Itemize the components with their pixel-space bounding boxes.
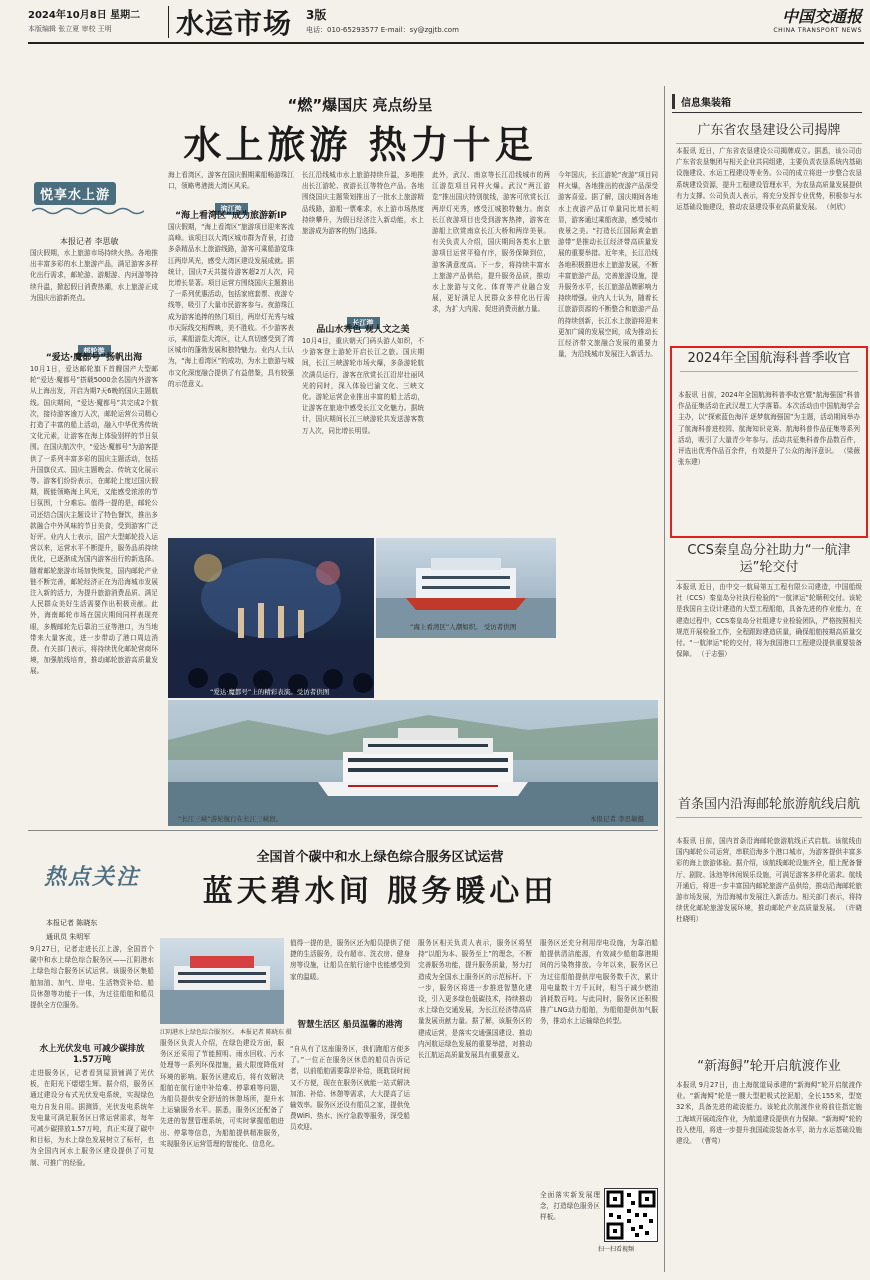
article-text: 服务区相关负责人表示，服务区将坚持“以船为本、服务至上”的理念，不断完善服务功能，提升服务质量，努力打造成为全国水上服务区的示范标杆。下一步，服务区将进一步推进智慧化建设，引入更多绿色低碳技术，持续推动水上绿色交通发展，为长江经济带高质量发展贡献力量。据了解，该服务区的建成运营，是落实交通强国建设、推动内河航运绿色发展的重要举措，对推动长江航运高质量发展具有重要意义。 <box>418 939 532 1060</box>
page-number: 3版 <box>306 8 327 22</box>
title-underline <box>676 817 862 818</box>
article-text: 国庆假期，“海上看湾区”旅游项目迎来客流高峰。该项目以大湾区城市群为背景，打造多条精品水上旅游线路，游客可乘船游览珠江两岸风光，感受大湾区建设发展成就。据统计，国庆7天共接待游客超2万人次，同比增长显著。项目运营方围绕国庆主题推出了一系列优惠活动，包括家庭套票、夜游专线等，吸引了大量市民游客参与。夜游珠江成为游客追捧的热门项目，两岸灯光秀与城市天际线交相辉映，美不胜收。不少游客表示，乘船游览大湾区，让人真切感受到了湾区城市的蓬勃发展和独特魅力。业内人士认为，“海上看湾区”的成功，为水上旅游与城市文化深度融合提供了有益借鉴，具有较强的示范意义。 <box>168 223 294 388</box>
page-info <box>306 6 459 35</box>
brief-title: 首条国内沿海邮轮旅游航线启航 <box>677 797 860 812</box>
qr-code[interactable] <box>604 1188 658 1242</box>
cruise-ship-illustration <box>168 700 658 826</box>
header-rule <box>28 42 864 44</box>
wave-icon <box>32 206 144 216</box>
title-underline <box>676 143 862 144</box>
brief-text: 本报讯 近日，广东省农垦建设公司揭牌成立。据悉，该公司由广东省农垦集团与相关企业共同组建，主要负责农垦系统内基础设施建设、水运工程建设等业务。公司的成立将进一步整合农垦系统建设资源，提升工程建设管理水平，为农垦高质量发展提供有力支撑。公司负责人表示，将充分发挥专业优势，积极参与水运基础设施建设，推动农垦建设事业高质量发展。 （何欣） <box>676 147 862 212</box>
article-text: 10月4日，重庆朝天门码头游人如织，不少游客登上游轮开启长江之旅。国庆期间，长江三峡游轮市场火爆，多条游轮航次满员运行，游客在欣赏长江沿岸壮丽风光的同时，深入体验巴渝文化、三峡文化。游轮运营企业推出丰富的船上活动，让游客在旅途中感受长江文化魅力。据统计，国庆期间长江三峡游轮共发送游客数万人次，同比增长明显。 <box>302 337 424 435</box>
article-text: 走进服务区，记者看到屋顶铺满了光伏板，在阳光下熠熠生辉。据介绍，服务区通过建设分布式光伏发电系统，实现绿色电力自发自用。据测算，光伏发电系统年发电量可满足服务区日常运营需求，每年可减少碳排放1.57万吨，真正实现了碳中和目标，为水上绿色发展树立了标杆，也为全国内河水上服务区建设提供了可复制、可推广的经验。 <box>30 1069 154 1167</box>
article-text: 此外，武汉、南京等长江沿线城市的两江游览项目同样火爆。武汉“两江游览”推出国庆特别航线，游客可欣赏长江两岸灯光秀，感受江城独特魅力。南京长江夜游项目也受到游客热捧，游客在游船上欣赏南京长江大桥和两岸美景。有关负责人介绍，国庆期间各类水上旅游项目运营平稳有序，服务保障到位，游客满意度高。下一步，将持续丰富水上旅游产品供给，提升服务品质，推动水上旅游与文化、体育等产业融合发展，更好满足人民群众多样化出行需求，为扩大内需、促进消费贡献力量。 <box>432 171 550 314</box>
photo-service-area <box>160 938 284 1024</box>
lower-byline: 通讯员 朱明军 <box>46 933 91 941</box>
photo-caption: “长江三峡”游轮航行在长江三峡段。 <box>178 815 283 823</box>
article-text: 10月1日，爱达邮轮旗下首艘国产大型邮轮“爱达·魔都号”搭载5000余名国内外游客从上海出发，开启为期7天6晚的国庆主题航线。国庆期间，“爱达·魔都号”共完成2个航次，接待游客逾万人次，邮轮运营公司精心打造了丰富的船上活动，融入中华优秀传统文化元素，让游客在海上体验别样的节日氛围。在国庆航次中，“爱达·魔都号”为游客提供了一系列丰富多彩的国庆主题活动，包括升国旗仪式、国庆主题晚会、传统文化展示等。游客们纷纷表示，在邮轮上度过国庆假期，既能领略海上风光，又能感受浓浓的节日氛围，十分难忘。值得一提的是，邮轮公司还结合国庆主题设计了特色餐饮，推出多款融合中外风味的节日美食，受到游客广泛好评。业内人士表示，国产大型邮轮投入运营以来，运营水平不断提升，服务品质持续优化，已逐渐成为国内游客出行的新选择。随着邮轮旅游市场加快恢复，国内邮轮产业链不断完善，邮轮经济正在为沿海城市发展注入新的活力，为提升旅游消费品质、满足人民群众美好生活需要作出积极贡献。此外，海南邮轮市场在国庆期间同样表现亮眼，多艘邮轮先后靠泊三亚等港口，为当地带来大量客流，进一步带动了港口周边消费。有关部门表示，将持续优化邮轮营商环境，加强航线培育，推动邮轮旅游高质量发展。 <box>30 365 158 676</box>
brief-text: 本报讯 日前，国内首条沿海邮轮旅游航线正式启航。该航线由国内邮轮公司运营，串联沿海多个港口城市，为游客提供丰富多彩的海上旅游体验。据介绍，该航线邮轮设施齐全，船上配备餐厅、剧院、泳池等休闲娱乐设施，可满足游客多样化需求。航线开通后，将进一步丰富国内邮轮旅游产品供给，推动沿海邮轮旅游市场发展，为沿海城市发展注入新活力。相关部门表示，将持续优化邮轮旅游发展环境，推动邮轮产业高质量发展。 （许晓 杜晓明） <box>676 837 862 924</box>
article-text: 9月27日，记者走进长江上游，全国首个碳中和水上绿色综合服务区——江阴港水上绿色综合服务区试运营。该服务区集船舶加油、加气、岸电、生活物资补给、船员休憩等功能于一体，为过往船舶和船员提供全方位服务。 <box>30 945 154 1010</box>
newspaper-logo <box>740 4 862 34</box>
article-subhead: 智慧生活区 船员温馨的港湾 <box>297 1020 403 1030</box>
title-underline <box>680 371 858 372</box>
lead-headline: 水上旅游 热力十足 <box>183 122 537 167</box>
info-column-header <box>672 94 862 113</box>
photo-yangtze-cruise <box>168 700 658 826</box>
tag-label: 长江游 <box>347 317 380 329</box>
qr-caption: 扫一扫看视频 <box>598 1246 635 1253</box>
brief-headline <box>676 122 862 148</box>
logo-text: 中国交通报 <box>781 7 862 26</box>
section-rule <box>28 830 658 831</box>
column-badge <box>32 176 144 220</box>
photo-caption: “海上看湾区”人潮如织。 受访者供图 <box>410 623 517 631</box>
lower-headline: 蓝天碧水间 服务暖心田 <box>202 874 558 909</box>
info-column-title: 信息集装箱 <box>672 94 862 109</box>
photo-credit: 本报记者 李思敏摄 <box>590 815 645 823</box>
article-text: 服务区负责人介绍，在绿色建设方面，服务区还采用了节能照明、雨水回收、污水处理等一系列环保措施，最大限度降低对环境的影响。服务区建成后，将有效解决船舶在航行途中补给难、停靠难等问题，为船员提供安全舒适的休憩场所，提升水上运输服务水平。据悉，服务区还配备了先进的智慧管理系统，可实时掌握船舶进出、停靠等信息，为船舶提供精准服务，实现服务区运营管理的智能化、信息化。 <box>160 1039 284 1148</box>
article-text: 值得一提的是，服务区还为船员提供了便捷的生活服务，设有超市、洗衣房、健身房等设施，让船员在航行途中也能感受到家的温暖。 <box>290 939 410 981</box>
masthead-left <box>28 6 168 34</box>
brief-title: “新海鲟”轮开启航渡作业 <box>697 1059 841 1074</box>
contact-info: 电话：010-65293577 E-mail：sy@zgjtb.com <box>306 26 459 34</box>
badge-label: 悦享水上游 <box>34 182 116 205</box>
article-text: 长江沿线城市水上旅游持续升温，多地推出长江游轮、夜游长江等特色产品。各地围绕国庆主题策划推出了一批水上旅游精品线路，游船一票难求，水上游市场热度持续攀升，为假日经济注入新动能，水上旅游成为游客的热门选择。 <box>302 171 424 236</box>
title-underline <box>676 580 862 581</box>
article-subhead: 品山水秀色 观人文之美 <box>316 325 410 335</box>
lead-kicker: “燃”爆国庆 亮点纷呈 <box>287 96 433 114</box>
service-area-illustration <box>160 938 284 1024</box>
brief-title: 广东省农垦建设公司揭牌 <box>697 123 841 138</box>
column-divider <box>664 86 665 1272</box>
article-text: 今年国庆，长江游轮“夜游”项目同样火爆，各地推出的夜游产品深受游客喜爱。据了解，国庆期间各地水上夜游产品订单量同比增长明显，游客通过乘船夜游，感受城市夜景之美。“打造长江国际黄金旅游带”是推动长江经济带高质量发展的重要举措。近年来，长江沿线各地积极推进水上旅游发展，不断丰富旅游产品，完善旅游设施，提升服务水平，长江旅游品牌影响力持续增强。业内人士认为，随着长江旅游资源的不断整合和旅游产品的持续创新，长江水上旅游将迎来更加广阔的发展空间，成为推动长江经济带文旅融合发展的重要力量，为沿线城市发展注入新活力。 <box>558 171 658 359</box>
article-text: “自从有了这座服务区，我们跑船方便多了。”一位正在服务区休息的船员告诉记者，以前船舶需要靠岸补给，既耽误时间又不方便，现在在服务区就能一站式解决加油、补给、休憩等需求，大大提高了运输效率。服务区还设有船员之家，提供免费WiFi、热水、医疗急救等服务，深受船员欢迎。 <box>290 1045 410 1132</box>
section-title: 水运市场 <box>176 7 293 40</box>
badge-label: 热点关注 <box>44 864 141 890</box>
photo-caption: 江阴港水上绿色综合服务区。 本报记者 陈晓东 摄 <box>160 1029 292 1036</box>
brief-text: 本报讯 9月27日，由上海航道局承建的“新海鲟”轮开启航渡作业。“新海鲟”轮是一艘大型耙吸式挖泥船，全长155米，型宽32米，具备先进的疏浚能力。该轮此次航渡作业将前往指定施工海域开展疏浚作业，为航道建设提供有力保障。“新海鲟”轮的投入使用，将进一步提升我国疏浚装备水平，助力水运基础设施建设。 （曹莺） <box>676 1081 862 1146</box>
logo-english: CHINA TRANSPORT NEWS <box>773 27 862 34</box>
article-subhead: “爱达·魔都号”扬帆出海 <box>45 353 143 363</box>
brief-title: 2024年全国航海科普季收官 <box>687 351 851 366</box>
article-text: 国庆假期，水上旅游市场持续火热。各地推出丰富多彩的水上旅游产品，满足游客多样化出行需求，邮轮游、游艇游、内河游等持续升温，掀起假日消费热潮，水上旅游正成为国庆出游新亮点。 <box>30 249 158 302</box>
qr-code-icon <box>605 1189 657 1241</box>
lower-byline: 本报记者 陈晓东 <box>46 919 98 927</box>
article-subhead: 水上光伏发电 可减少碳排放1.57万吨 <box>39 1044 145 1065</box>
photo-caption: “爱达·魔都号”上的精彩表演。受访者供图 <box>210 688 330 696</box>
brief-title: CCS秦皇岛分社助力“一航津运”轮交付 <box>687 543 851 575</box>
issue-date: 2024年10月8日 星期二 <box>28 10 141 21</box>
article-text: 海上看湾区，游客在国庆假期乘船畅游珠江口，领略粤港澳大湾区风采。 <box>168 171 294 191</box>
stage-performance-illustration <box>168 538 374 698</box>
brief-headline <box>680 350 858 376</box>
brief-headline <box>676 542 862 585</box>
tag-label: 滨江游 <box>215 203 248 215</box>
article-subhead: “海上看湾区”成为旅游新IP <box>175 211 287 221</box>
brief-text: 本报讯 日前，2024年全国航海科普季收官暨“航海强国”科普作品征集活动在武汉理工大学落幕。本次活动由中国航海学会主办，以“探索蓝色海洋 逐梦航海强国”为主题，活动期间举办了航海科普进校园、航海知识竞赛、航海科普作品征集等系列活动，吸引了大量青少年参与。活动共征集科普作品数百件，评选出优秀作品百余件，有效提升了公众的海洋意识。 （梁薇 张东建） <box>678 391 860 467</box>
article-text: 全面落实新发展理念，打造绿色服务区样板。 <box>540 1191 600 1222</box>
brief-headline <box>676 1058 862 1075</box>
header-underline <box>672 112 862 113</box>
brief-headline <box>676 796 862 822</box>
lead-byline: 本报记者 李思敏 <box>60 237 119 246</box>
page-editor: 本版编辑 张立夏 审校 王明 <box>28 25 112 33</box>
header-separator <box>168 6 169 38</box>
column-badge <box>40 852 140 900</box>
photo-cruise-performance <box>168 538 374 698</box>
lower-kicker: 全国首个碳中和水上绿色综合服务区试运营 <box>256 850 504 865</box>
brief-text: 本报讯 近日，由中交一航局第五工程有限公司建造，中国船级社（CCS）秦皇岛分社执行检验的“一航津运”轮顺利交付。该轮是我国自主设计建造的大型工程船舶，具备先进的作业能力，在建造过程中，CCS秦皇岛分社组建专业检验团队，严格按照相关规范开展检验工作，全程跟踪建造质量，确保船舶按期高质量交付。“一航津运”轮的交付，将为我国港口工程建设提供重要装备保障。 （于志强） <box>676 583 862 659</box>
article-text: 服务区还充分利用岸电设施，为靠泊船舶提供清洁能源，有效减少船舶靠港期间的污染物排放。今年以来，服务区已为过往船舶提供岸电服务数千次，累计用电量数十万千瓦时，相当于减少燃油消耗数百吨。与此同时，服务区还积极推广LNG动力船舶，为船舶提供加气服务，推动水上运输绿色转型。 <box>540 939 658 1026</box>
tag-label: 邮轮游 <box>78 345 111 357</box>
